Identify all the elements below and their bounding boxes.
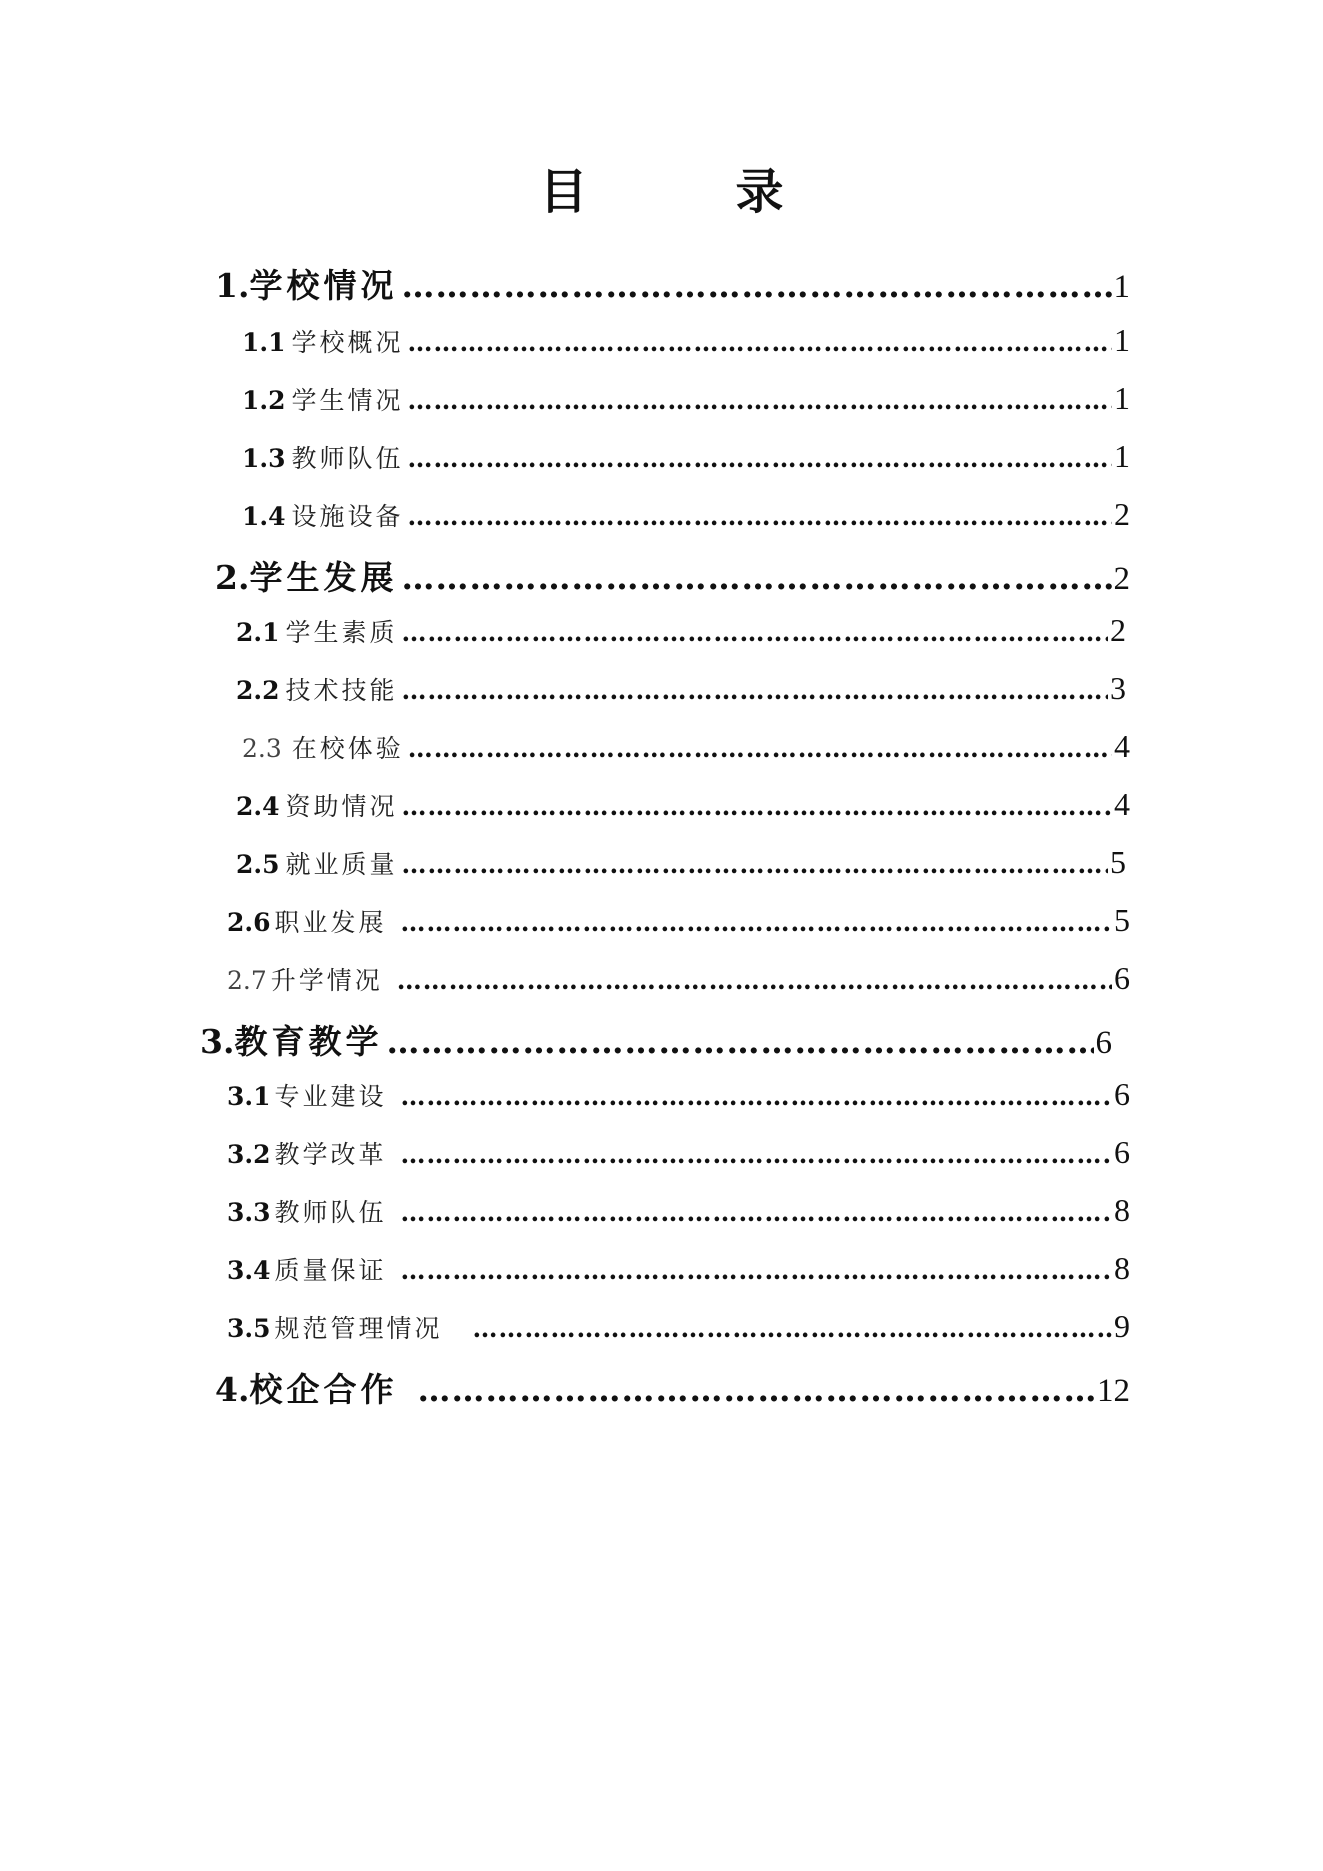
toc-entry-label: 资助情况: [285, 792, 398, 821]
toc-entry-number: 1.: [215, 266, 250, 305]
toc-entry-number: 1.2: [242, 386, 286, 415]
toc-leader-dots: [402, 850, 1108, 879]
toc-entry-label: 教学改革: [274, 1140, 387, 1169]
toc-leader-dots: [386, 1022, 1093, 1061]
toc-entry-number: 2.3: [242, 734, 282, 763]
toc-entry-3-2[interactable]: [227, 1134, 1130, 1171]
toc-entry-number: 2.6: [227, 908, 271, 937]
toc-entry-2-6[interactable]: [227, 902, 1130, 939]
toc-leader-dots: [408, 502, 1112, 531]
toc-entry-number: 2.1: [236, 618, 280, 647]
toc-leader-dots: [402, 676, 1108, 705]
toc-entry-label: 学生发展: [249, 558, 398, 597]
toc-entry-number: 2.: [215, 558, 250, 597]
toc-entry-3-3[interactable]: [227, 1192, 1130, 1229]
toc-entry-number: 2.2: [236, 676, 280, 705]
toc-entry-page: 3: [1110, 670, 1126, 706]
toc-entry-page: 1: [1114, 322, 1130, 358]
toc-entry-2-4[interactable]: [236, 786, 1130, 823]
toc-entry-2-1[interactable]: [236, 612, 1126, 649]
toc-leader-dots: [401, 908, 1112, 937]
toc-leader-dots: [402, 792, 1112, 821]
toc-entry-label: 学校概况: [291, 328, 404, 357]
toc-entry-label: 教师队伍: [274, 1198, 387, 1227]
toc-entry-label: 规范管理情况: [274, 1314, 443, 1343]
toc-leader-dots: [473, 1314, 1112, 1343]
toc-entry-label: 职业发展: [274, 908, 387, 937]
toc-entry-label: 质量保证: [274, 1256, 387, 1285]
toc-entry-page: 6: [1114, 960, 1130, 996]
toc-entry-label: 就业质量: [285, 850, 398, 879]
toc-leader-dots: [401, 558, 1111, 597]
toc-entry-3-1[interactable]: [227, 1076, 1130, 1113]
toc-leader-dots: [401, 1140, 1112, 1169]
toc-leader-dots: [401, 1256, 1112, 1285]
toc-entry-label: 学生情况: [291, 386, 404, 415]
toc-entry-label: 技术技能: [285, 676, 398, 705]
toc-entry-page: 4: [1114, 786, 1130, 822]
toc-entry-3[interactable]: [200, 1016, 1112, 1063]
toc-entry-label: 学校情况: [249, 266, 398, 305]
toc-leader-dots: [408, 328, 1112, 357]
toc-entry-page: 2: [1110, 612, 1126, 648]
toc-entry-label: 在校体验: [291, 734, 404, 763]
toc-entry-page: 5: [1114, 902, 1130, 938]
toc-entry-page: 5: [1110, 844, 1126, 880]
toc-entry-label: 教师队伍: [291, 444, 404, 473]
toc-leader-dots: [408, 444, 1112, 473]
toc-entry-4[interactable]: [215, 1364, 1130, 1411]
toc-leader-dots: [402, 618, 1108, 647]
toc-entry-number: 3.4: [227, 1256, 271, 1285]
toc-entry-page: 1: [1114, 380, 1130, 416]
toc-entry-page: 6: [1114, 1076, 1130, 1112]
toc-entry-2[interactable]: [215, 552, 1130, 599]
toc-leader-dots: [397, 966, 1112, 995]
toc-entry-label: 校企合作: [249, 1370, 398, 1409]
toc-entry-number: 2.4: [236, 792, 280, 821]
toc-entry-3-4[interactable]: [227, 1250, 1130, 1287]
page-title: 目 录: [539, 164, 834, 220]
toc-entry-1-4[interactable]: [242, 496, 1130, 533]
toc-entry-label: 教育教学: [234, 1022, 383, 1061]
toc-entry-1-1[interactable]: [242, 322, 1130, 359]
toc-entry-number: 3.5: [227, 1314, 271, 1343]
toc-leader-dots: [401, 1082, 1112, 1111]
toc-leader-dots: [408, 386, 1112, 415]
toc-entry-2-2[interactable]: [236, 670, 1126, 707]
toc-entry-label: 专业建设: [274, 1082, 387, 1111]
toc-entry-1-2[interactable]: [242, 380, 1130, 417]
toc-entry-number: 3.: [200, 1022, 235, 1061]
toc-entry-page: 12: [1097, 1373, 1130, 1409]
toc-entry-2-5[interactable]: [236, 844, 1126, 881]
toc-entry-number: 2.5: [236, 850, 280, 879]
toc-entry-page: 6: [1095, 1025, 1112, 1061]
toc-entry-number: 1.3: [242, 444, 286, 473]
toc-entry-number: 1.1: [242, 328, 286, 357]
toc-entry-label: 升学情况: [270, 966, 383, 995]
toc-leader-dots: [417, 1370, 1095, 1409]
toc-entry-number: 2.7: [227, 966, 267, 995]
toc-entry-number: 3.2: [227, 1140, 271, 1169]
toc-entry-2-7[interactable]: [227, 960, 1130, 997]
toc-entry-page: 8: [1114, 1250, 1130, 1286]
toc-entry-page: 6: [1114, 1134, 1130, 1170]
toc-entry-label: 学生素质: [285, 618, 398, 647]
toc-entry-page: 8: [1114, 1192, 1130, 1228]
toc-entry-number: 4.: [215, 1370, 250, 1409]
toc-entry-number: 1.4: [242, 502, 286, 531]
toc-leader-dots: [401, 266, 1111, 305]
toc-leader-dots: [408, 734, 1112, 763]
toc-entry-page: 9: [1114, 1308, 1130, 1344]
toc-entry-number: 3.1: [227, 1082, 271, 1111]
toc-entry-1-3[interactable]: [242, 438, 1130, 475]
toc-entry-page: 4: [1114, 728, 1130, 764]
toc-entry-3-5[interactable]: [227, 1308, 1130, 1345]
toc-entry-page: 2: [1113, 561, 1130, 597]
toc-leader-dots: [401, 1198, 1112, 1227]
toc-entry-page: 2: [1114, 496, 1130, 532]
toc-entry-1[interactable]: [215, 260, 1130, 307]
toc-entry-page: 1: [1113, 269, 1130, 305]
toc-entry-2-3[interactable]: [242, 728, 1130, 765]
toc-entry-label: 设施设备: [291, 502, 404, 531]
toc-entry-number: 3.3: [227, 1198, 271, 1227]
toc-entry-page: 1: [1114, 438, 1130, 474]
